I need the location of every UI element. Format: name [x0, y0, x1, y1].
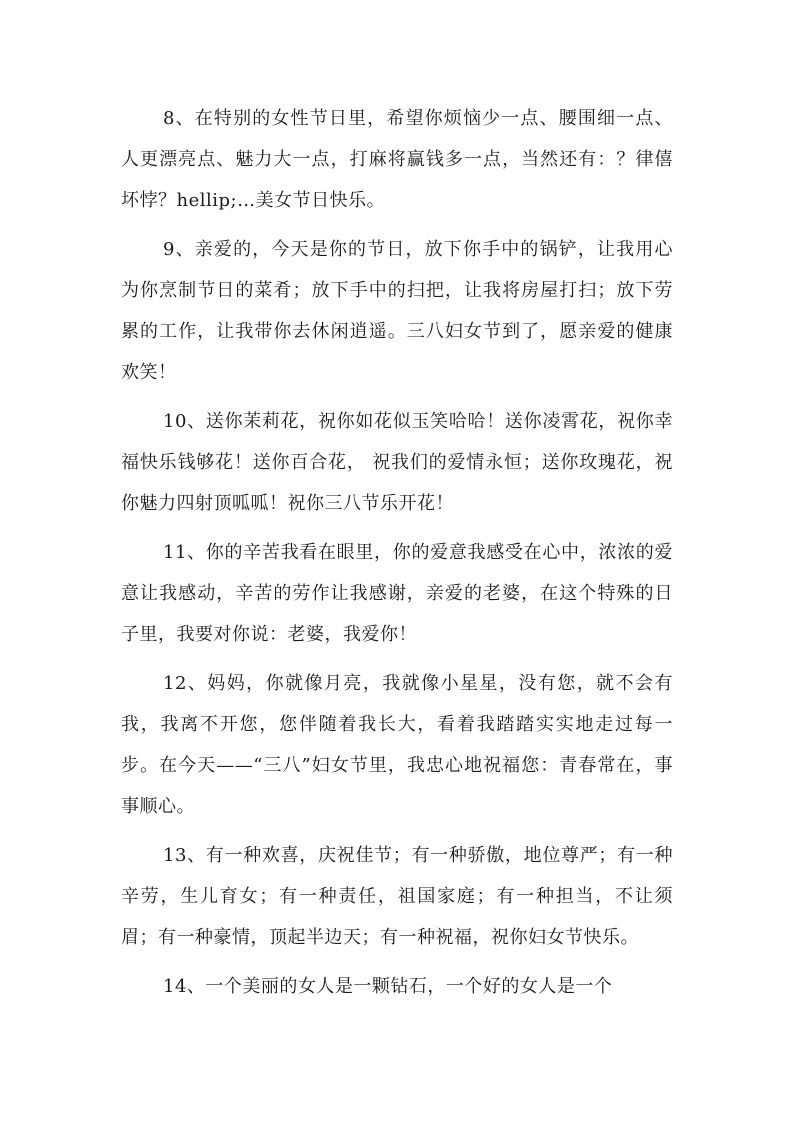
paragraph-10: 10、送你茉莉花，祝你如花似玉笑哈哈！送你凌霄花，祝你幸福快乐钱够花！送你百合花， 祝我们的爱情永恒；送你玫瑰花，祝你魅力四射顶呱呱！祝你三八节乐开花！: [121, 411, 673, 514]
paragraph-9: 9、亲爱的，今天是你的节日，放下你手中的锅铲，让我用心为你烹制节日的菜肴；放下手中的扫把，让我将房屋打扫；放下劳累的工作，让我带你去休闲逍遥。三八妇女节到了，愿亲爱的健康欢笑！: [121, 239, 673, 383]
paragraph-8: 8、在特别的女性节日里，希望你烦恼少一点、腰围细一点、人更漂亮点、魅力大一点，打麻将赢钱多一点，当然还有：？律僖坏悖？hellip;…美女节日快乐。: [121, 108, 673, 211]
paragraph-14: 14、一个美丽的女人是一颗钻石，一个好的女人是一个: [163, 976, 613, 997]
document-body: [121, 98, 673, 1015]
paragraph-12: 12、妈妈，你就像月亮，我就像小星星，没有您，就不会有我，我离不开您，您伴随着我长大，看着我踏踏实实地走过每一步。在今天——“三八”妇女节里，我忠心地祝福您：青春常在，事事顺心。: [121, 673, 673, 817]
paragraph-13: 13、有一种欢喜，庆祝佳节；有一种骄傲，地位尊严；有一种辛劳，生儿育女；有一种责任，祖国家庭；有一种担当，不让须眉；有一种豪情，顶起半边天；有一种祝福，祝你妇女节快乐。: [121, 845, 673, 948]
paragraph-11: 11、你的辛苦我看在眼里，你的爱意我感受在心中，浓浓的爱意让我感动，辛苦的劳作让我感谢，亲爱的老婆，在这个特殊的日子里，我要对你说：老婆，我爱你！: [121, 542, 673, 645]
